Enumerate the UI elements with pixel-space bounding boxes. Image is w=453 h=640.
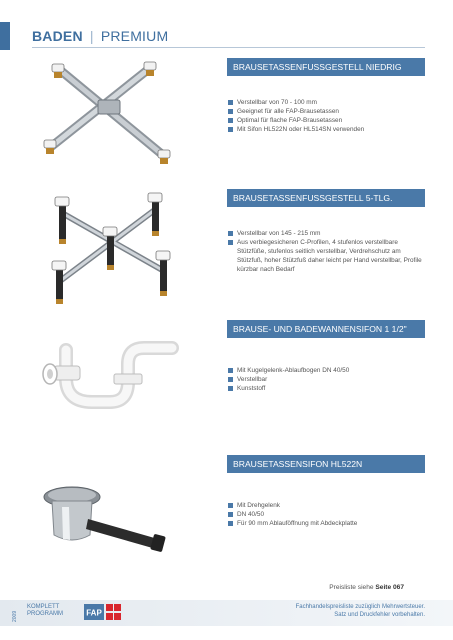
product-features-1 (227, 98, 425, 134)
product-section-4 (32, 455, 425, 573)
product-section-2 (32, 189, 425, 307)
product-features-4 (227, 501, 425, 528)
catalog-year: 2009 (12, 610, 18, 622)
bullet-square-icon (228, 512, 233, 517)
product-features-3 (227, 366, 425, 393)
cross-frame-low-icon (32, 58, 190, 176)
bullet-square-icon (228, 231, 233, 236)
list-item: Verstellbar von 70 - 100 mm (227, 98, 425, 107)
price-list-prefix: Preisliste siehe (329, 584, 374, 591)
five-leg-frame-icon (32, 189, 190, 307)
list-item: Verstellbar (227, 375, 425, 384)
bullet-square-icon (228, 109, 233, 114)
page-title-line: PREMIUM (100, 28, 169, 44)
product-image-3 (32, 320, 190, 438)
list-item: Kunststoff (227, 384, 425, 393)
siphon-icon (32, 320, 190, 438)
price-list-reference (0, 584, 404, 591)
bullet-square-icon (228, 386, 233, 391)
product-image-2 (32, 189, 190, 307)
list-item: Optimal für flache FAP-Brausetassen (227, 116, 425, 125)
product-features-2 (227, 229, 425, 274)
product-title-1: BRAUSETASSENFUSSGESTELL NIEDRIG (227, 58, 425, 76)
product-title-3: BRAUSE- UND BADEWANNENSIFON 1 1/2" (227, 320, 425, 338)
fap-logo-text: FAP (86, 608, 102, 618)
list-item: Für 90 mm Ablauföffnung mit Abdeckplatte (227, 519, 425, 528)
bullet-square-icon (228, 100, 233, 105)
header-accent-bar (0, 22, 10, 50)
list-item: Geeignet für alle FAP-Brausetassen (227, 107, 425, 116)
footer-disclaimer (205, 603, 425, 619)
page-header (0, 22, 453, 50)
bullet-square-icon (228, 127, 233, 132)
fap-logo-mark-icon (84, 603, 122, 621)
bullet-square-icon (228, 377, 233, 382)
list-item: Mit Kugelgelenk-Ablaufbogen DN 40/50 (227, 366, 425, 375)
list-item: Mit Drehgelenk (227, 501, 425, 510)
product-title-4: BRAUSETASSENSIFON HL522N (227, 455, 425, 473)
list-item: DN 40/50 (227, 510, 425, 519)
bullet-square-icon (228, 521, 233, 526)
disclaimer-line-2: Satz und Druckfehler vorbehalten. (334, 612, 425, 618)
list-item: Aus verbiegesicheren C-Profilen, 4 stufenlos verstellbare Stützfüße, stufenlos seitlich verstellbar, Verdrehschutz am Stützfuß, hoher Stützfuß daher leicht per Hand verstellbar, Profile kürzbar nach Bedarf (227, 238, 425, 274)
page-title-separator: | (89, 28, 94, 44)
product-title-2: BRAUSETASSENFUSSGESTELL 5-TLG. (227, 189, 425, 207)
catalog-program-label (27, 604, 63, 618)
product-section-1 (32, 58, 425, 176)
fap-logo (84, 603, 122, 621)
list-item: Mit Sifon HL522N oder HL514SN verwenden (227, 125, 425, 134)
shower-tray-siphon-icon (32, 455, 190, 573)
header-divider (32, 47, 425, 48)
page-title (32, 28, 168, 44)
price-list-page-link[interactable]: Seite 067 (375, 584, 404, 591)
disclaimer-line-1: Fachhandelspreisliste zuzüglich Mehrwertsteuer. (295, 604, 425, 610)
list-item: Verstellbar von 145 - 215 mm (227, 229, 425, 238)
product-image-1 (32, 58, 190, 176)
program-line-2: PROGRAMM (27, 611, 63, 617)
bullet-square-icon (228, 118, 233, 123)
program-line-1: KOMPLETT (27, 604, 60, 610)
bullet-square-icon (228, 240, 233, 245)
bullet-square-icon (228, 368, 233, 373)
product-image-4 (32, 455, 190, 573)
page-title-brand: BADEN (32, 28, 83, 44)
product-section-3 (32, 320, 425, 438)
bullet-square-icon (228, 503, 233, 508)
